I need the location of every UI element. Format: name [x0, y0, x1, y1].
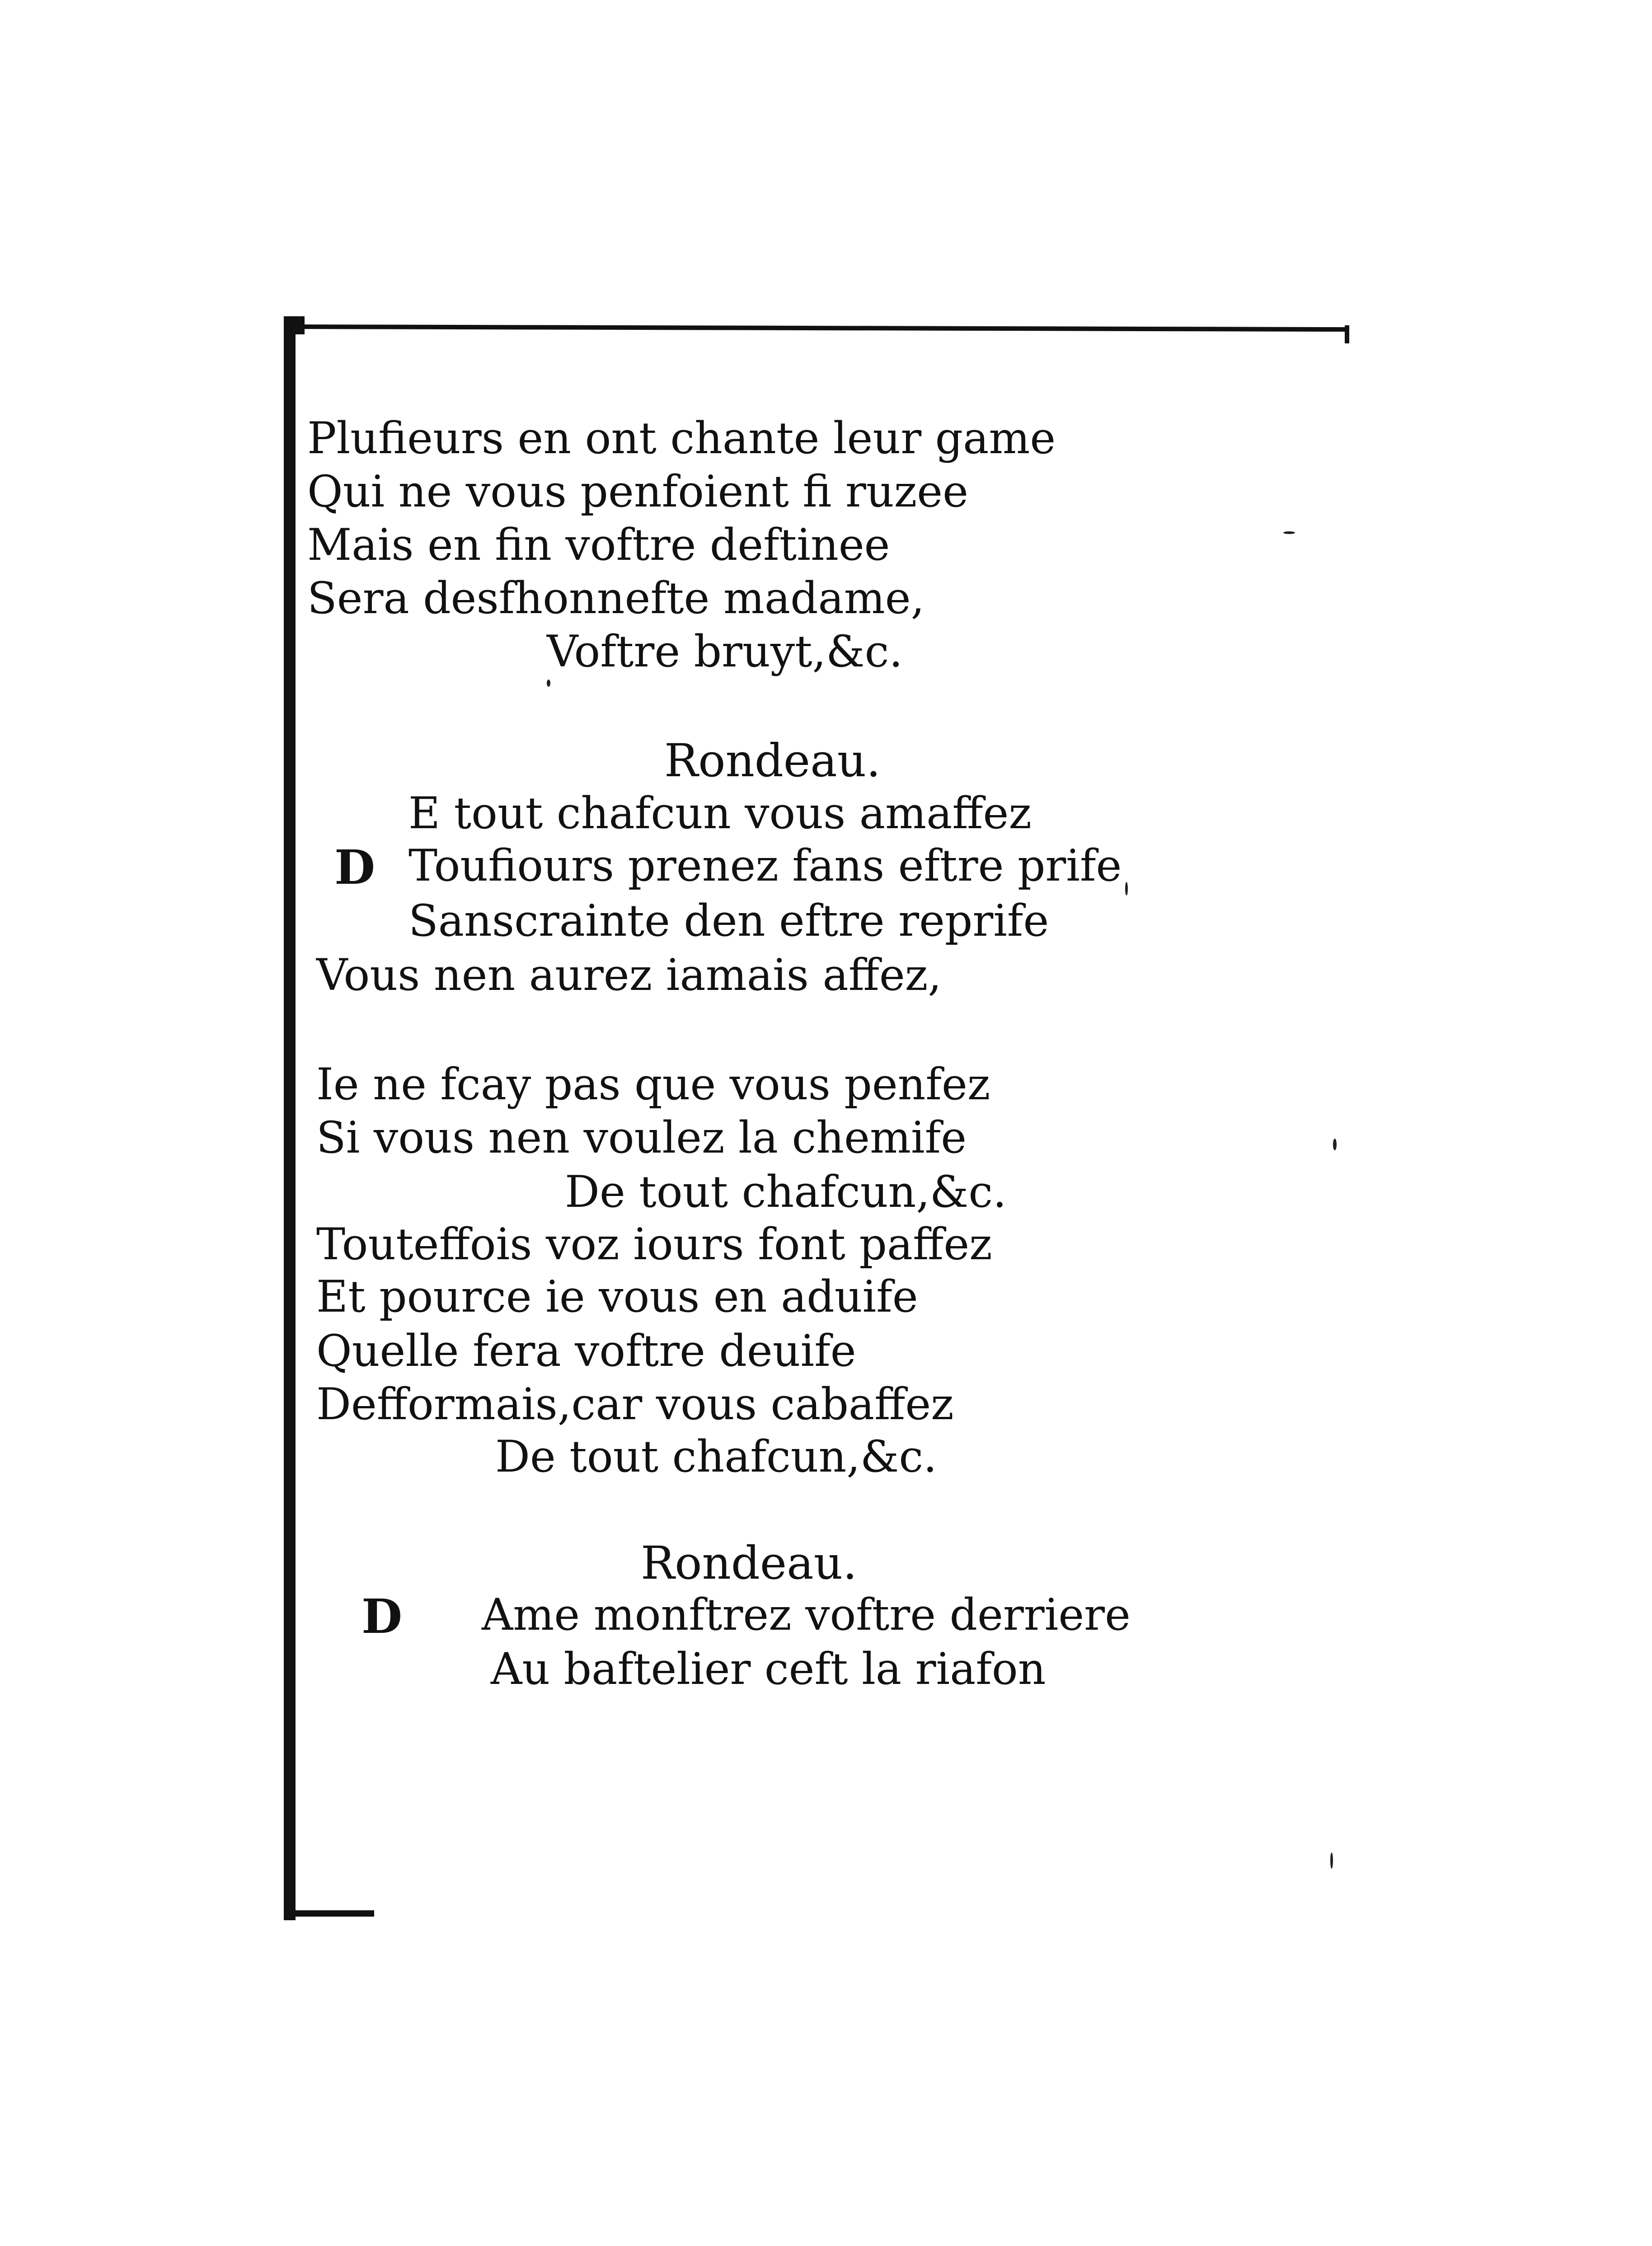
verse-line: Touteffois voz iours font paffez	[316, 1219, 992, 1270]
verse-line: Ie ne fcay pas que vous penfez	[316, 1059, 990, 1110]
bottom-rule	[284, 1910, 374, 1917]
ink-speck	[1283, 531, 1295, 534]
ink-speck	[1333, 1139, 1337, 1150]
ink-speck	[547, 680, 550, 687]
section-heading: Rondeau.	[664, 734, 881, 787]
verse-line: Quelle fera voftre deuife	[316, 1326, 856, 1376]
refrain-line: Voftre bruyt,&c.	[547, 626, 903, 677]
top-rule	[289, 324, 1349, 332]
refrain-line: De tout chafcun,&c.	[565, 1167, 1007, 1217]
verse-line: Mais en fin voftre deftinee	[307, 520, 890, 570]
verse-line: Au baftelier ceft la riafon	[491, 1644, 1046, 1694]
verse-line: Plufieurs en ont chante leur game	[307, 413, 1056, 464]
left-rule	[284, 321, 296, 1920]
verse-line: Qui ne vous penfoient fi ruzee	[307, 466, 968, 517]
verse-line: Defformais,car vous cabaffez	[316, 1379, 954, 1430]
verse-line: Si vous nen voulez la chemife	[316, 1112, 967, 1163]
ink-speck	[1330, 1852, 1333, 1869]
verse-line: Sanscrainte den eftre reprife	[408, 896, 1049, 946]
verse-line: Vous nen aurez iamais affez,	[316, 950, 942, 1000]
drop-initial: D	[361, 1589, 403, 1644]
top-rule-end	[1345, 325, 1349, 343]
section-heading: Rondeau.	[641, 1537, 857, 1590]
verse-line: Et pource ie vous en aduife	[316, 1271, 918, 1322]
verse-line: Toufiours prenez fans eftre prife	[408, 840, 1122, 891]
verse-line: Sera desfhonnefte madame,	[307, 573, 925, 624]
drop-initial: D	[334, 839, 375, 895]
verse-line: E tout chafcun vous amaffez	[408, 788, 1032, 839]
verse-line: Ame monftrez voftre derriere	[482, 1590, 1131, 1640]
refrain-line: De tout chafcun,&c.	[495, 1431, 937, 1482]
ink-speck	[1125, 882, 1128, 896]
